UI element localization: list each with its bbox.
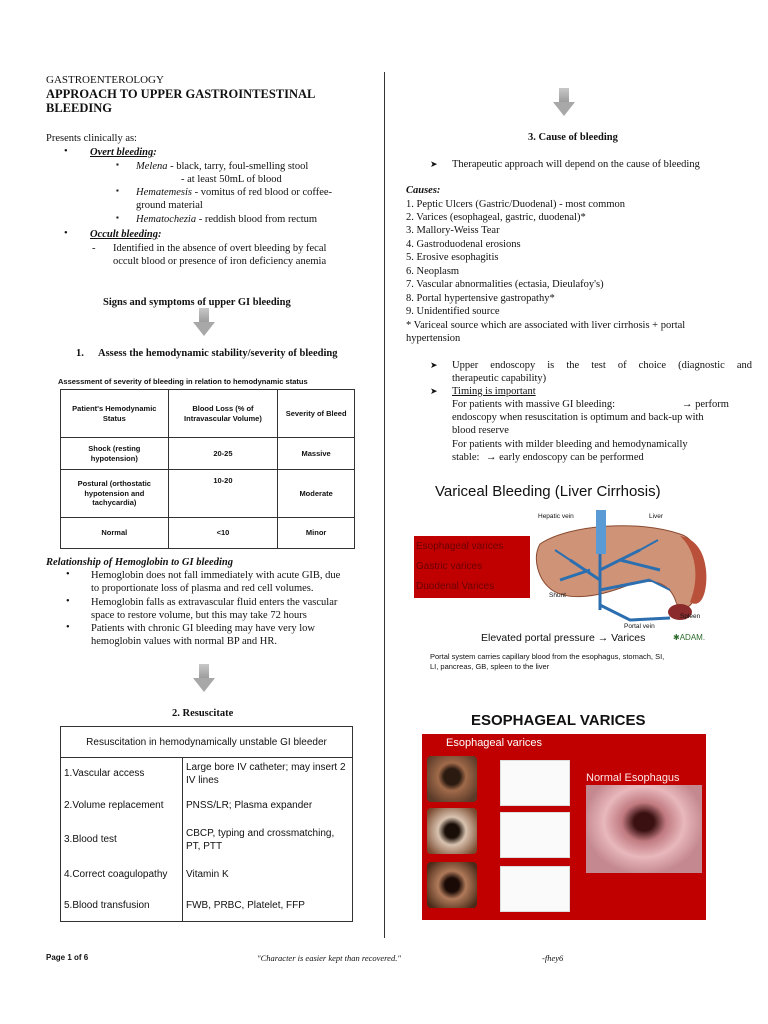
table-cell: Moderate [278,470,355,518]
table-cell: 4.Correct coagulopathy [64,868,168,880]
occult-text1: Identified in the absence of overt bleeding by fecal [113,243,327,254]
cause-item: 3. Mallory-Weiss Tear [406,225,500,236]
varices-sketch [500,760,570,806]
hb-bullet-3: • [66,622,70,633]
cause-item: 7. Vascular abnormalities (ectasia, Dieulafoy's) [406,279,604,290]
variceal-red-item: Esophageal varices [416,541,504,552]
occult-label: Occult bleeding [90,229,158,240]
table-cell: Vitamin K [186,868,229,880]
table-row [61,438,355,470]
normal-esophagus-label: Normal Esophagus [586,772,680,784]
endoscopy-p1-l1: For patients with massive GI bleeding: [452,399,616,410]
endoscopy-p1-l3: blood reserve [452,425,509,436]
varices-sketch [500,812,570,858]
table-row [61,518,355,549]
variceal-red-item: Gastric varices [416,561,483,572]
hb-bullet-1: • [66,569,70,580]
occult-text2: occult blood or presence of iron deficiency anemia [113,256,327,267]
hb-b2-l2: space to restore volume, but this may take 72 hours [91,610,307,621]
variceal-title: Variceal Bleeding (Liver Cirrhosis) [435,483,661,500]
adam-logo [673,633,705,643]
normal-esophagus-image [586,785,702,873]
label-hepatic-vein: Hepatic vein [538,513,574,520]
hb-b1-l2: to proportionate loss of plasma and red cell volumes. [91,583,314,594]
endoscopy-image [427,808,477,854]
melena-term: Melena [136,161,168,172]
hb-b3-l1: Patients with chronic GI bleeding may have very low [91,623,315,634]
table-row [60,758,353,791]
melena-line [136,160,308,173]
melena-sub: - at least 50mL of blood [181,174,282,185]
hematochezia-term: Hematochezia [136,214,197,225]
department-label: GASTROENTEROLOGY [46,74,164,86]
table-cell: 5.Blood transfusion [64,899,150,911]
table-row [60,791,353,822]
adam-brand: ADAM. [679,633,706,642]
hb-bullet-2: • [66,596,70,607]
portal-note-line2: LI, pancreas, GB, spleen to the liver [430,662,550,671]
table-cell: Massive [278,438,355,470]
endoscopy-p2-arrow: → early endoscopy can be performed [486,452,644,463]
hematochezia-line [136,213,317,226]
overt-label-wrap [90,146,157,159]
cause-item: 8. Portal hypertensive gastropathy* [406,293,555,304]
occult-colon: : [157,229,162,240]
table-header-cell: Blood Loss (% of Intravascular Volume) [168,390,278,438]
cause-item: 1. Peptic Ulcers (Gastric/Duodenal) - most common [406,199,625,210]
esophageal-title: ESOPHAGEAL VARICES [471,712,646,729]
cause-item: 2. Varices (esophageal, gastric, duodenal)* [406,212,586,223]
table-cell: Shock (resting hypotension) [61,438,169,470]
hemoglobin-heading: Relationship of Hemoglobin to GI bleeding [46,557,233,568]
hematemesis-line2: ground material [136,200,203,211]
resus-table [60,758,353,921]
endoscopy-b2 [430,385,444,398]
variceal-caption: Elevated portal pressure → Varices [481,632,646,644]
down-arrow-icon [193,308,215,336]
step3-heading: 3. Cause of bleeding [528,132,618,143]
table-row [60,822,353,859]
table-header-cell: Severity of Bleed [278,390,355,438]
table-cell: 10-20 [168,470,278,518]
endoscopy-image [427,862,477,908]
table-cell: 1.Vascular access [64,768,145,780]
causes-note-line1: * Variceal source which are associated with liver cirrhosis + portal [406,320,686,331]
hematochezia-text: - reddish blood from rectum [196,214,318,225]
causes-note-line2: hypertension [406,333,461,344]
signs-heading: Signs and symptoms of upper GI bleeding [103,297,291,308]
table-cell: Large bore IV catheter; may insert 2 IV lines [186,762,346,786]
chevron-right-icon: ➤ [430,361,438,371]
table-cell: <10 [168,518,278,549]
table-cell: 2.Volume replacement [64,800,164,812]
step1-number: 1. [76,348,84,359]
endoscopy-image [427,756,477,802]
timing-important: Timing is important [452,386,536,397]
overt-label: Overt bleeding [90,147,154,158]
therapeutic-line [430,158,700,171]
esophageal-panel-label: Esophageal varices [446,737,543,749]
table-cell: Minor [278,518,355,549]
hematochezia-bullet: ▪ [116,213,119,222]
down-arrow-icon [193,664,215,692]
overt-bullet: • [64,146,68,157]
table-cell: CBCP, typing and crossmatching, PT, PTT [186,828,335,852]
page-title-line2: BLEEDING [46,101,112,115]
hematemesis-term: Hematemesis [136,187,192,198]
occult-bullet: • [64,228,68,239]
signature: -fhey6 [542,953,564,963]
table-header-row [61,390,355,438]
down-arrow-icon [553,88,575,116]
severity-caption: Assessment of severity of bleeding in relation to hemodynamic status [58,377,308,386]
footer-quote: "Character is easier kept than recovered." [257,953,401,963]
label-portal-vein: Portal vein [624,623,655,630]
endoscopy-p1-arrow: → perform [682,399,729,410]
hb-b3-l2: hemoglobin values with normal BP and HR. [91,636,277,647]
table-row [60,859,353,891]
overt-colon: : [153,147,157,158]
hb-b2-l1: Hemoglobin falls as extravascular fluid enters the vascular [91,597,338,608]
hb-b1-l1: Hemoglobin does not fall immediately with acute GIB, due [91,570,341,581]
endoscopy-p2-l2: stable: [452,452,480,463]
table-header-cell: Patient's Hemodynamic Status [61,390,169,438]
table-cell: PNSS/LR; Plasma expander [186,800,313,812]
endoscopy-b1-l2: therapeutic capability) [452,373,547,384]
table-cell: Normal [61,518,169,549]
endoscopy-p1-l2: endoscopy when resuscitation is optimum and back-up with [452,412,704,423]
resus-table-title: Resuscitation in hemodynamically unstable GI bleeder [60,727,353,758]
therapeutic-text: Therapeutic approach will depend on the cause of bleeding [452,159,700,170]
table-row [60,891,353,921]
adam-star-icon: ✱ [673,633,680,642]
cause-item: 6. Neoplasm [406,266,460,277]
label-spleen: Spleen [680,613,701,620]
causes-heading: Causes: [406,185,441,196]
presents-intro: Presents clinically as: [46,133,137,144]
portal-note-line1: Portal system carries capillary blood from the esophagus, stomach, SI, [430,652,665,661]
table-cell: Postural (orthostatic hypotension and tachycardia) [61,470,169,518]
hematemesis-bullet: ▪ [116,186,119,195]
chevron-right-icon: ➤ [430,387,438,397]
cause-item: 5. Erosive esophagitis [406,252,499,263]
varices-sketch [500,866,570,912]
cause-item: 9. Unidentified source [406,306,500,317]
hematemesis-text: - vomitus of red blood or coffee- [192,187,333,198]
endoscopy-p2-l1: For patients with milder bleeding and hemodynamically [452,439,688,450]
chevron-right-icon: ➤ [430,160,438,170]
variceal-red-item: Duodenal Varices [416,581,495,592]
table-cell: FWB, PRBC, Platelet, FFP [186,899,305,911]
severity-table [60,389,355,549]
label-shunt: Shunt [549,592,566,599]
table-cell: 20-25 [168,438,278,470]
label-liver: Liver [649,513,664,520]
table-row [61,470,355,518]
step2-heading: 2. Resuscitate [172,708,234,719]
column-divider [384,72,385,938]
occult-dash: - [92,243,96,254]
page-number: Page 1 of 6 [46,953,89,962]
step1-text: Assess the hemodynamic stability/severity of bleeding [98,348,338,359]
occult-label-wrap [90,228,161,241]
endoscopy-b1-l1: Upper endoscopy is the test of choice (diagnostic and [452,360,752,371]
cause-item: 4. Gastroduodenal erosions [406,239,521,250]
endoscopy-b1 [430,359,444,372]
page-title-line1: APPROACH TO UPPER GASTROINTESTINAL [46,87,316,101]
table-cell: 3.Blood test [64,834,117,846]
melena-text: - black, tarry, foul-smelling stool [167,161,309,172]
hematemesis-line [136,186,332,199]
melena-bullet: ▪ [116,160,119,169]
